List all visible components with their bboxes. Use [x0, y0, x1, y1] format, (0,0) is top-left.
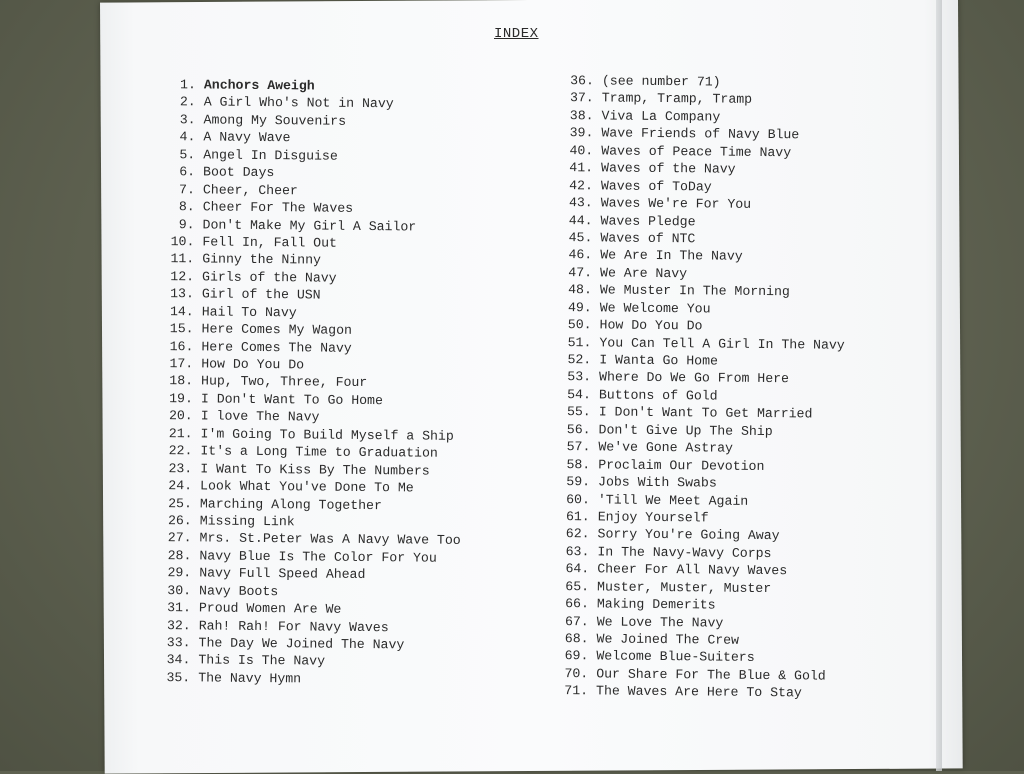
entry-title: Don't Give Up The Ship [598, 422, 773, 439]
entry-title: I Want To Kiss By The Numbers [200, 461, 430, 479]
entry-number: 21. [168, 425, 193, 442]
entry-number: 38. [569, 107, 594, 124]
entry-title: Hail To Navy [201, 304, 297, 321]
entry-number: 50. [567, 317, 592, 333]
entry-number: 19. [169, 390, 193, 407]
entry-title: I Wanta Go Home [599, 352, 719, 369]
entry-title: Proud Women Are We [198, 600, 342, 617]
entry-title: Waves Pledge [600, 212, 696, 229]
entry-title: Among My Souvenirs [203, 112, 347, 129]
entry-title: Navy Blue Is The Color For You [199, 548, 437, 566]
entry-number: 56. [566, 421, 591, 438]
entry-title: Fell In, Fall Out [202, 234, 338, 251]
entry-number: 44. [568, 212, 593, 228]
entry-title: Waves of the Navy [601, 160, 736, 177]
entry-number: 71. [564, 683, 589, 699]
entry-title: We Joined The Crew [596, 631, 740, 648]
entry-title: Rah! Rah! For Navy Waves [198, 617, 389, 635]
entry-title: Boot Days [203, 164, 275, 181]
entry-title: Navy Full Speed Ahead [199, 565, 366, 583]
entry-title: Waves of Peace Time Navy [601, 143, 792, 160]
entry-number: 37. [569, 90, 594, 106]
entry-title: Cheer For All Navy Waves [597, 561, 788, 579]
entry-number: 26. [167, 513, 192, 529]
entry-number: 17. [169, 356, 194, 372]
entry-number: 18. [169, 373, 194, 389]
entry-title: Tramp, Tramp, Tramp [601, 90, 753, 108]
entry-number: 62. [565, 526, 590, 542]
entry-title: I Don't Want To Get Married [598, 404, 813, 422]
index-entry [154, 669, 459, 689]
entry-title: We Muster In The Morning [599, 282, 790, 300]
entry-number: 12. [170, 268, 195, 285]
entry-title: Jobs With Swabs [597, 474, 717, 491]
entry-number: 70. [564, 665, 589, 682]
entry-number: 69. [564, 648, 589, 664]
entry-number: 10. [170, 234, 195, 250]
entry-title: I Don't Want To Go Home [200, 391, 383, 409]
entry-title: Here Comes My Wagon [201, 321, 353, 338]
entry-number: 43. [568, 195, 593, 211]
index-column-right [552, 72, 847, 702]
entry-title: Sorry You're Going Away [597, 526, 780, 544]
entry-number: 2. [179, 94, 196, 110]
entry-title: We Welcome You [599, 300, 711, 317]
entry-title: Waves of NTC [600, 230, 696, 247]
entry-title: (see number 71) [601, 73, 721, 90]
entry-title: Our Share For The Blue & Gold [596, 666, 826, 684]
entry-number: 23. [168, 460, 193, 476]
entry-number: 54. [567, 386, 591, 403]
entry-title: Welcome Blue-Suiters [596, 648, 755, 666]
entry-title: Don't Make My Girl A Sailor [202, 216, 417, 234]
entry-title: Wave Friends of Navy Blue [601, 125, 800, 143]
entry-number: 61. [565, 509, 590, 525]
entry-number: 47. [568, 264, 593, 281]
index-column-left [154, 76, 465, 689]
entry-title: We Are In The Navy [600, 247, 743, 265]
entry-title: Enjoy Yourself [597, 509, 709, 526]
entry-title: Mrs. St.Peter Was A Navy Wave Too [199, 530, 461, 549]
entry-number: 5. [179, 146, 196, 163]
entry-title: We Are Navy [600, 265, 688, 282]
entry-number: 13. [170, 286, 194, 302]
entry-number: 16. [169, 338, 194, 354]
entry-title: Ginny the Ninny [202, 251, 322, 268]
entry-number: 42. [569, 177, 593, 193]
entry-title: Here Comes The Navy [201, 338, 352, 356]
entry-number: 49. [567, 299, 592, 316]
entry-number: 41. [569, 160, 594, 176]
entry-title: In The Navy-Wavy Corps [597, 544, 772, 561]
entry-number: 48. [568, 282, 592, 298]
entry-title: Where Do We Go From Here [598, 369, 790, 387]
entry-number: 32. [166, 617, 191, 633]
entry-number: 29. [167, 565, 192, 581]
entry-title: It's a Long Time to Graduation [200, 443, 438, 461]
entry-number: 15. [169, 321, 194, 337]
entry-title: Viva La Company [601, 108, 721, 125]
paper-edge [936, 0, 942, 771]
entry-title: Navy Boots [198, 583, 279, 599]
entry-title: Anchors Aweigh [203, 77, 315, 94]
entry-title: I love The Navy [200, 408, 320, 425]
entry-number: 65. [565, 578, 590, 595]
entry-number: 3. [179, 112, 196, 128]
entry-number: 31. [167, 600, 191, 616]
entry-title: A Navy Wave [203, 129, 291, 146]
entry-number: 11. [170, 251, 195, 267]
entry-number: 46. [568, 247, 593, 263]
entry-title: How Do You Do [201, 356, 305, 373]
index-entry [552, 682, 841, 702]
entry-title: Marching Along Together [199, 495, 382, 513]
entry-title: Look What You've Done To Me [199, 478, 414, 496]
entry-number: 36. [570, 73, 594, 89]
entry-title: The Waves Are Here To Stay [595, 683, 802, 701]
entry-title: We've Gone Astray [598, 439, 734, 456]
entry-title: This Is The Navy [198, 652, 326, 670]
entry-number: 57. [566, 439, 591, 455]
entry-title: Angel In Disguise [203, 147, 338, 164]
entry-title: 'Till We Meet Again [597, 491, 749, 509]
entry-title: Buttons of Gold [598, 387, 718, 404]
entry-number: 33. [166, 635, 191, 651]
entry-title: Muster, Muster, Muster [596, 579, 772, 596]
entry-number: 51. [567, 334, 592, 350]
entry-number: 9. [178, 216, 195, 232]
entry-number: 1. [180, 77, 196, 93]
entry-title: The Navy Hymn [198, 670, 302, 687]
entry-number: 6. [179, 164, 196, 180]
entry-number: 34. [166, 652, 191, 668]
entry-title: How Do You Do [599, 317, 703, 334]
entry-title: Proclaim Our Devotion [598, 457, 765, 474]
entry-title: A Girl Who's Not in Navy [203, 94, 394, 112]
entry-number: 39. [569, 125, 594, 141]
entry-number: 28. [167, 547, 192, 564]
entry-title: You Can Tell A Girl In The Navy [599, 334, 845, 353]
entry-title: Hup, Two, Three, Four [200, 373, 368, 391]
entry-number: 68. [564, 631, 589, 647]
entry-number: 52. [567, 352, 592, 368]
entry-number: 64. [565, 561, 590, 577]
entry-title: Waves of ToDay [600, 178, 712, 195]
entry-number: 58. [566, 456, 591, 472]
entry-number: 7. [179, 181, 195, 197]
entry-number: 4. [179, 129, 196, 145]
entry-title: Making Demerits [596, 596, 716, 613]
entry-number: 59. [566, 474, 591, 490]
entry-number: 35. [166, 669, 191, 686]
entry-number: 8. [178, 199, 195, 215]
entry-title: Cheer, Cheer [202, 182, 298, 198]
entry-number: 27. [167, 530, 192, 546]
entry-number: 25. [168, 495, 192, 511]
entry-title: Girl of the USN [201, 286, 321, 303]
entry-number: 45. [568, 230, 593, 246]
entry-number: 53. [567, 369, 592, 385]
entry-number: 24. [168, 478, 193, 494]
entry-number: 63. [565, 543, 590, 560]
entry-title: Missing Link [199, 513, 295, 530]
entry-title: Cheer For The Waves [202, 199, 354, 216]
entry-number: 67. [564, 613, 589, 629]
entry-title: Girls of the Navy [202, 269, 337, 286]
page-title: INDEX [494, 26, 539, 42]
entry-number: 40. [569, 142, 594, 159]
entry-number: 14. [169, 303, 194, 320]
entry-number: 30. [167, 582, 192, 599]
entry-title: The Day We Joined The Navy [198, 635, 405, 653]
entry-title: Waves We're For You [600, 195, 752, 212]
entry-number: 66. [565, 596, 589, 612]
entry-number: 60. [566, 491, 590, 507]
entry-title: I'm Going To Build Myself a Ship [200, 426, 454, 444]
entry-title: We Love The Navy [596, 613, 724, 631]
entry-number: 55. [566, 404, 591, 420]
entry-number: 20. [168, 408, 193, 424]
entry-number: 22. [168, 443, 193, 459]
